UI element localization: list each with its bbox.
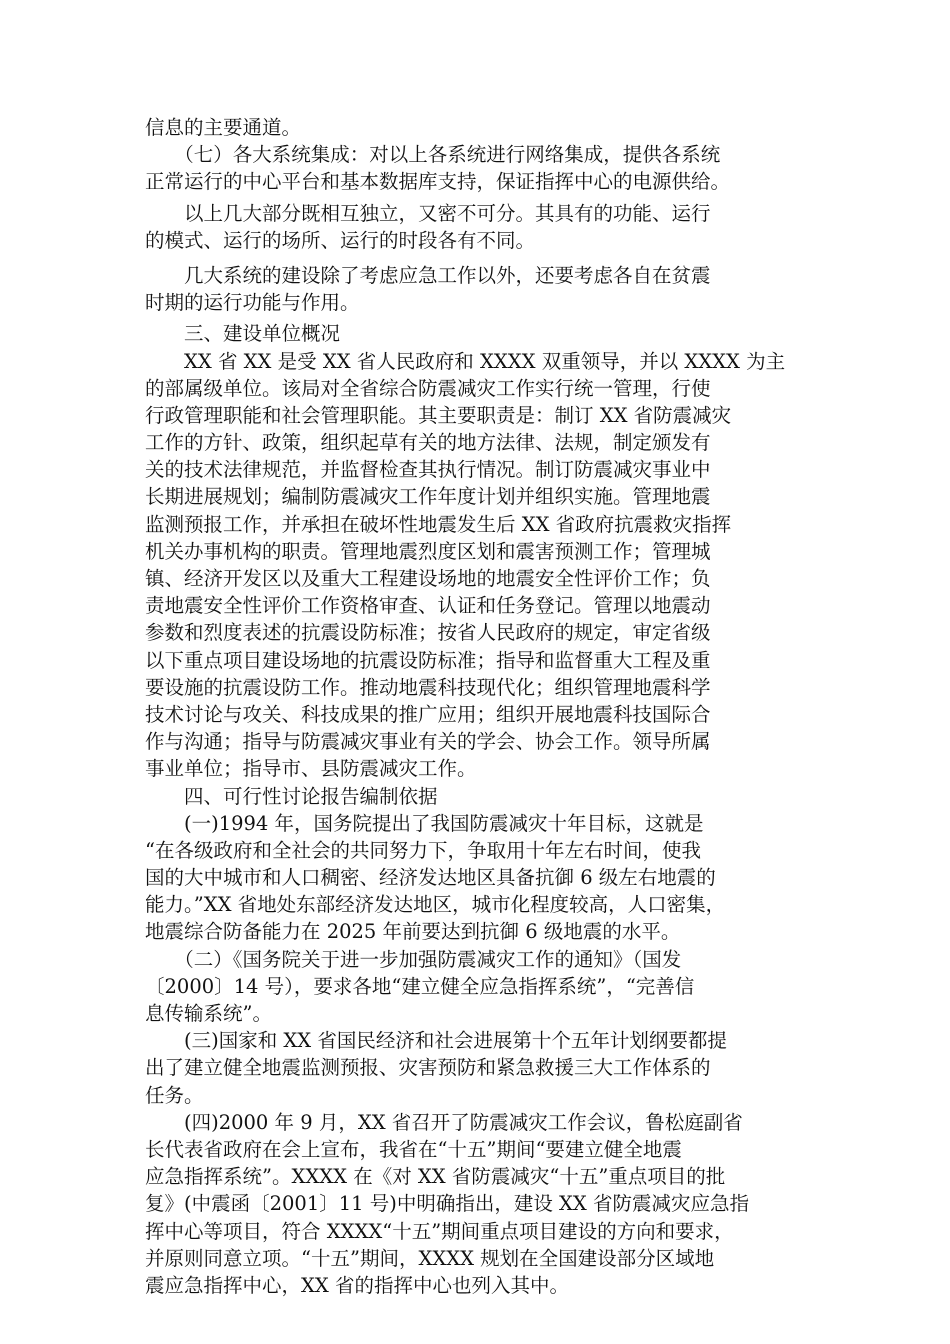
text-line: 责地震安全性评价工作资格审查、认证和任务登记。管理以地震动 — [145, 594, 711, 618]
text-line: 作与沟通；指导与防震减灾事业有关的学会、协会工作。领导所属 — [145, 730, 711, 754]
text-line: (一)1994 年，国务院提出了我国防震减灾十年目标，这就是 — [145, 811, 704, 835]
text-line: 事业单位；指导市、县防震减灾工作。 — [145, 757, 477, 781]
text-line: 以上几大部分既相互独立，又密不可分。其具有的功能、运行 — [145, 201, 711, 225]
paragraph — [145, 262, 817, 316]
text-line: 要设施的抗震设防工作。推动地震科技现代化；组织管理地震科学 — [145, 675, 711, 699]
text-line: 出了建立健全地震监测预报、灾害预防和紧急救援三大工作体系的 — [145, 1056, 711, 1080]
text-line: 时期的运行功能与作用。 — [145, 291, 360, 315]
text-line: 复》(中震函〔2001〕11 号)中明确指出，建设 XX 省防震减灾应急指 — [145, 1192, 750, 1216]
text-line: 长期进展规划；编制防震减灾工作年度计划并组织实施。管理地震 — [145, 485, 711, 509]
text-line: 应急指挥系统”。XXXX 在《对 XX 省防震减灾“十五”重点项目的批 — [145, 1165, 726, 1189]
text-line: 挥中心等项目，符合 XXXX“十五”期间重点项目建设的方向和要求， — [145, 1219, 734, 1243]
text-line: 以下重点项目建设场地的抗震设防标准；指导和监督重大工程及重 — [145, 648, 711, 672]
text-line: 三、建设单位概况 — [145, 322, 341, 346]
paragraph — [145, 200, 817, 254]
text-line: 几大系统的建设除了考虑应急工作以外，还要考虑各自在贫震 — [145, 263, 711, 287]
text-line: XX 省 XX 是受 XX 省人民政府和 XXXX 双重领导，并以 XXXX 为主 — [145, 349, 786, 373]
text-line: 能力。”XX 省地处东部经济发达地区，城市化程度较高，人口密集， — [145, 893, 726, 917]
paragraph — [145, 946, 817, 1028]
text-line: 镇、经济开发区以及重大工程建设场地的地震安全性评价工作；负 — [145, 567, 711, 590]
text-line: 参数和烈度表述的抗震设防标准；按省人民政府的规定，审定省级 — [145, 621, 711, 645]
paragraph — [145, 1027, 817, 1109]
text-line: 行政管理职能和社会管理职能。其主要职责是：制订 XX 省防震减灾 — [145, 403, 732, 427]
text-line: (四)2000 年 9 月，XX 省召开了防震减灾工作会议，鲁松庭副省 — [145, 1110, 743, 1134]
paragraph — [145, 348, 817, 783]
text-line: 的部属级单位。该局对全省综合防震减灾工作实行统一管理，行使 — [145, 376, 711, 400]
text-line: 国的大中城市和人口稠密、经济发达地区具备抗御 6 级左右地震的 — [145, 866, 716, 890]
text-line: 震应急指挥中心，XX 省的指挥中心也列入其中。 — [145, 1273, 569, 1297]
text-line: 技术讨论与攻关、科技成果的推广应用；组织开展地震科技国际合 — [145, 702, 711, 726]
text-line: （七）各大系统集成：对以上各系统进行网络集成，提供各系统 — [145, 143, 721, 167]
text-line: 任务。 — [145, 1083, 204, 1107]
paragraph-gap — [145, 254, 817, 262]
text-line: 工作的方针、政策，组织起草有关的地方法律、法规，制定颁发有 — [145, 431, 711, 455]
text-line: 信息的主要通道。 — [145, 116, 302, 139]
text-line: “在各级政府和全社会的共同努力下，争取用十年左右时间，使我 — [145, 838, 701, 862]
paragraph — [145, 114, 817, 141]
text-line: 关的技术法律规范，并监督检查其执行情况。制订防震减灾事业中 — [145, 458, 711, 482]
text-line: (三)国家和 XX 省国民经济和社会进展第十个五年计划纲要都提 — [145, 1029, 727, 1053]
paragraph — [145, 783, 817, 810]
text-line: 机关办事机构的职责。管理地震烈度区划和震害预测工作；管理城 — [145, 539, 711, 563]
text-line: 的模式、运行的场所、运行的时段各有不同。 — [145, 228, 536, 252]
text-line: （二）《国务院关于进一步加强防震减灾工作的通知》（国发 — [145, 947, 682, 971]
text-line: 息传输系统”。 — [145, 1002, 272, 1025]
text-line: 长代表省政府在会上宣布，我省在“十五”期间“要建立健全地震 — [145, 1137, 682, 1161]
text-line: 地震综合防备能力在 2025 年前要达到抗御 6 级地震的水平。 — [145, 920, 681, 944]
text-line: 四、可行性讨论报告编制依据 — [145, 784, 438, 808]
text-line: 〔2000〕14 号），要求各地“建立健全应急指挥系统”，“完善信 — [145, 974, 695, 998]
paragraph — [145, 1109, 817, 1299]
paragraph — [145, 320, 817, 347]
text-line: 监测预报工作，并承担在破坏性地震发生后 XX 省政府抗震救灾指挥 — [145, 512, 732, 536]
paragraph — [145, 810, 817, 946]
text-line: 正常运行的中心平台和基本数据库支持，保证指挥中心的电源供给。 — [145, 170, 731, 194]
document-body — [145, 114, 817, 1299]
text-line: 并原则同意立项。“十五”期间，XXXX 规划在全国建设部分区域地 — [145, 1246, 715, 1270]
paragraph — [145, 141, 817, 195]
